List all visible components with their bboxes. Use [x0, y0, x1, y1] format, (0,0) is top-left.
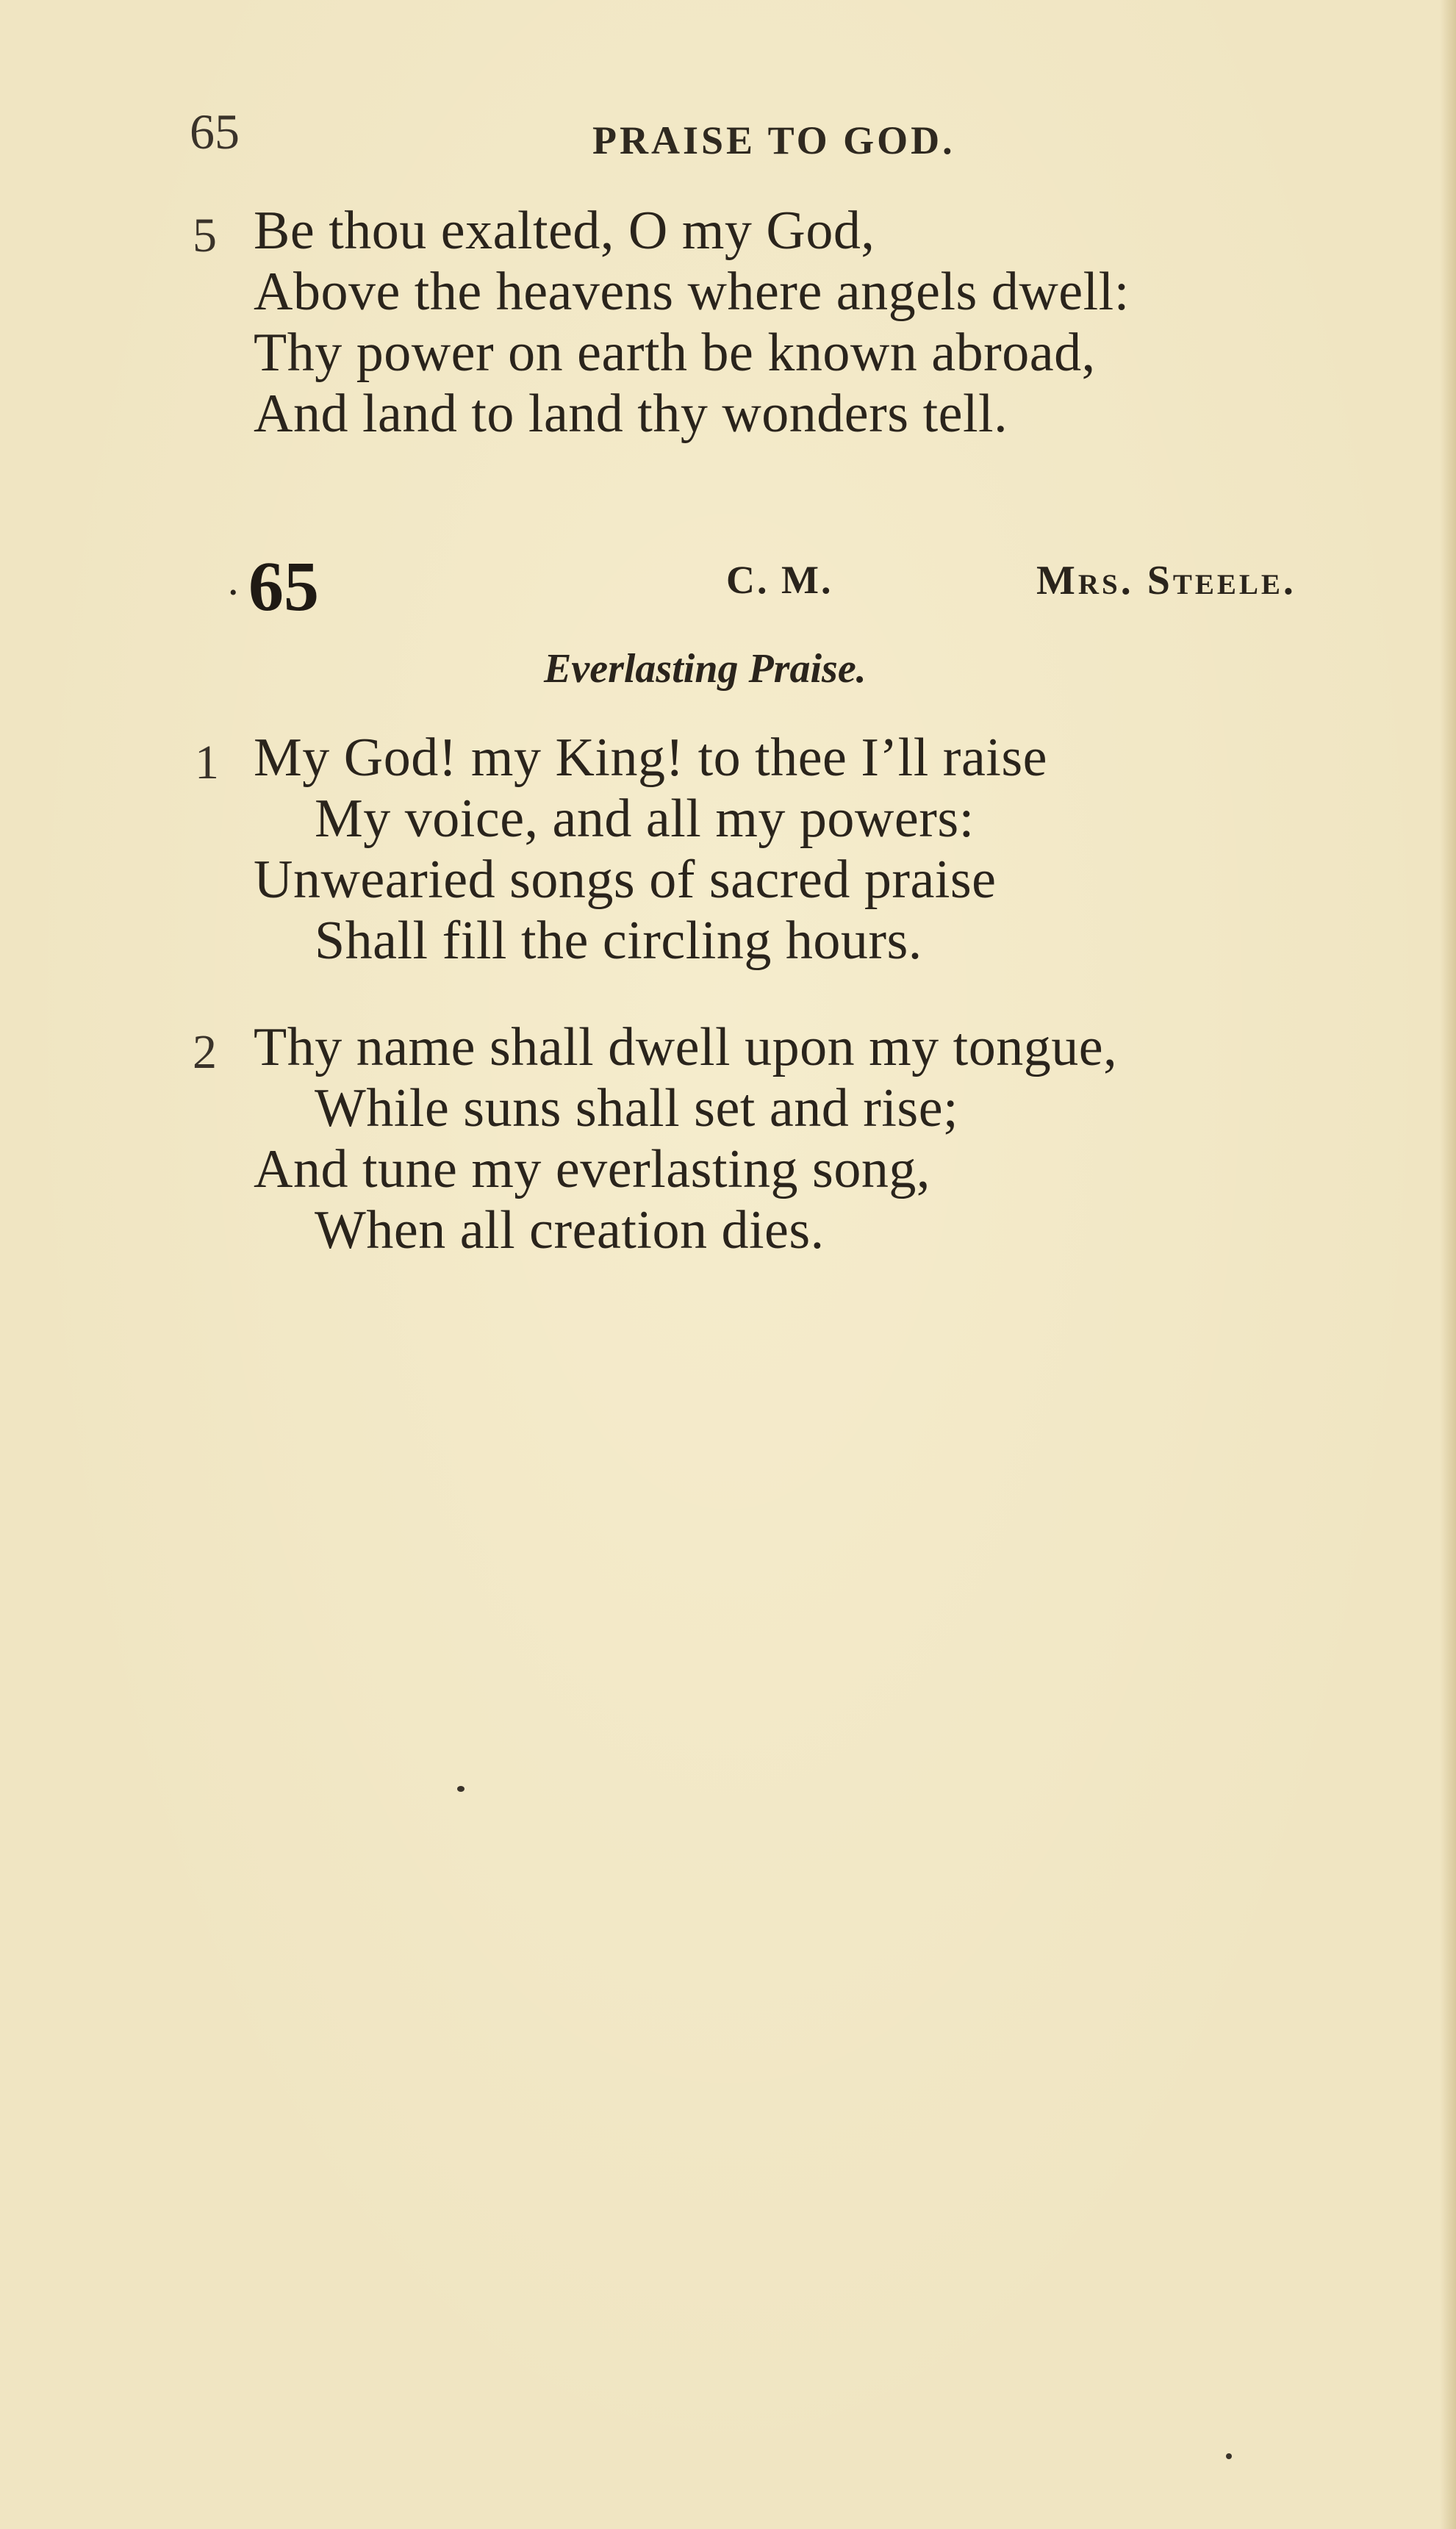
hymn-meter: C. M. [726, 558, 833, 602]
hymn-bullet: • [229, 581, 237, 605]
hymn-subtitle: Everlasting Praise. [544, 646, 867, 692]
hymn-number: 65 [248, 547, 319, 625]
verse-line: Unwearied songs of sacred praise [254, 850, 997, 910]
ink-speck [457, 1786, 465, 1792]
verse-line: My voice, and all my powers: [315, 789, 975, 849]
verse-line: Thy name shall dwell upon my tongue, [254, 1017, 1118, 1077]
verse-line: And land to land thy wonders tell. [254, 384, 1008, 444]
running-title: PRAISE TO GOD. [592, 118, 955, 162]
verse-line: Thy power on earth be known abroad, [254, 323, 1096, 383]
verse-number: 5 [193, 209, 217, 262]
page-edge-shadow [1440, 0, 1456, 2529]
verse-line: While suns shall set and rise; [315, 1078, 959, 1138]
ink-speck [1226, 2453, 1232, 2459]
verse-line: My God! my King! to thee I’ll raise [254, 728, 1047, 788]
verse-line: Be thou exalted, O my God, [254, 201, 875, 261]
verse-line: Above the heavens where angels dwell: [254, 262, 1130, 322]
page-number: 65 [190, 104, 240, 159]
verse-line: Shall fill the circling hours. [315, 911, 922, 971]
hymn-author: Mrs. Steele. [1036, 558, 1297, 603]
verse-number: 1 [195, 736, 219, 789]
verse-line: And tune my everlasting song, [254, 1139, 930, 1199]
verse-number: 2 [193, 1025, 217, 1079]
verse-line: When all creation dies. [315, 1200, 825, 1260]
